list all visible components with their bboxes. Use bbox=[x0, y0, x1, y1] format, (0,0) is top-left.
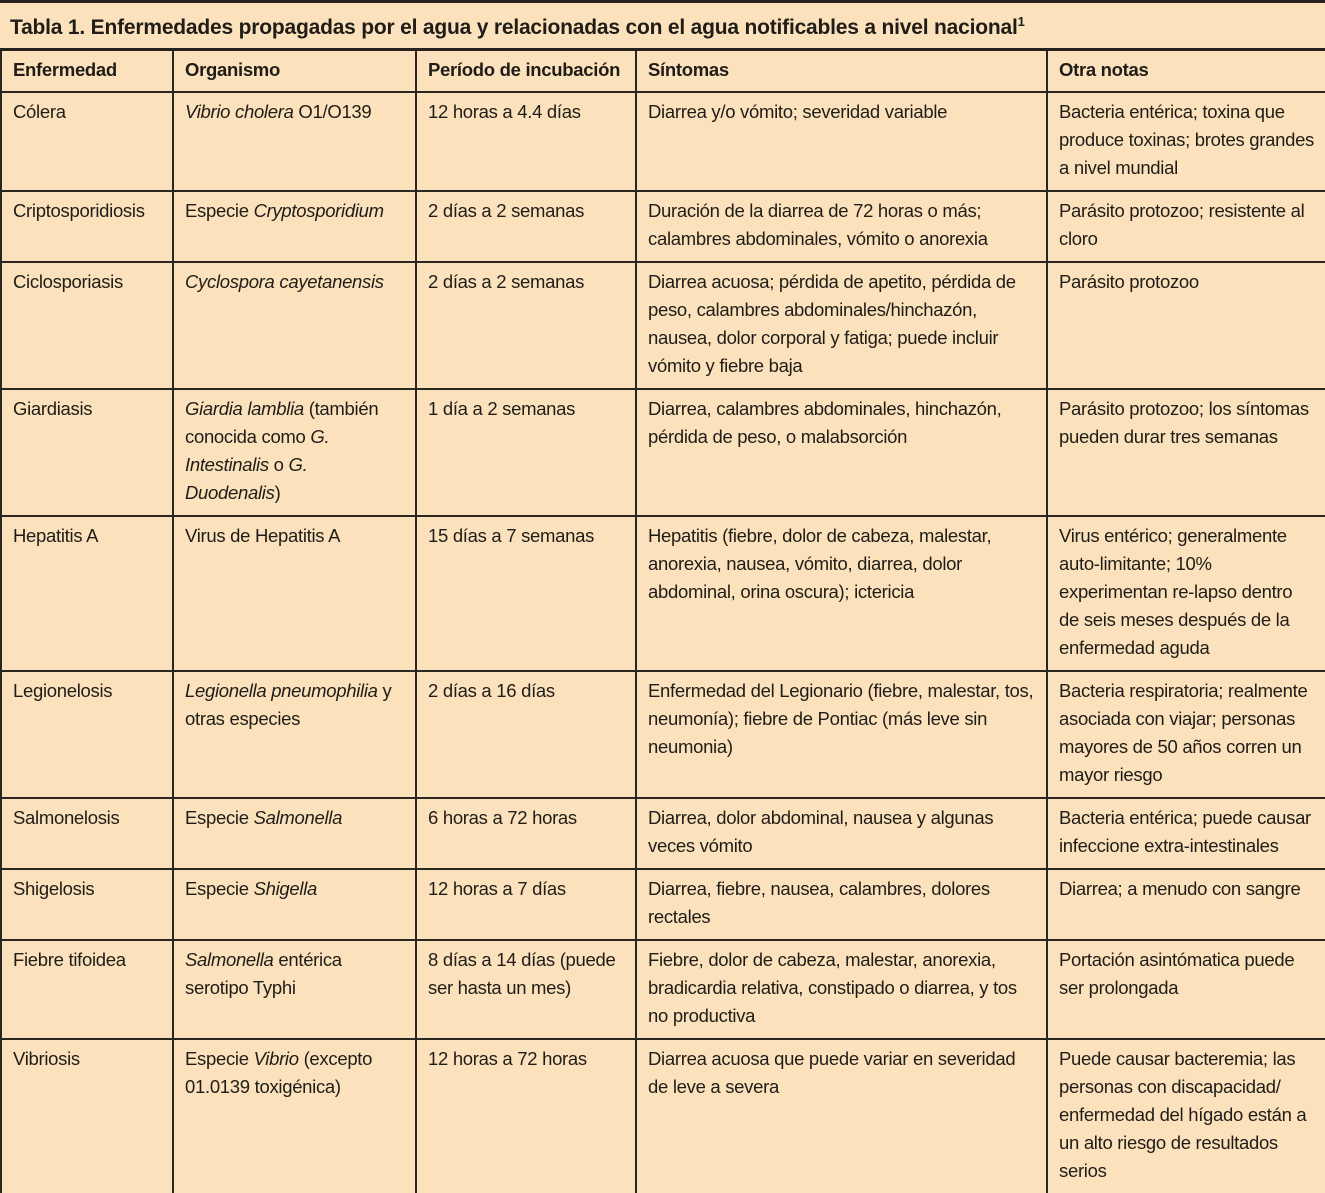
table-row bbox=[1, 262, 1325, 389]
cell-sintomas: Diarrea, fiebre, nausea, calambres, dolores rectales bbox=[636, 869, 1047, 940]
organism-scientific-name: Legionella pneumophilia bbox=[185, 680, 378, 701]
cell-otras-notas: Bacteria entérica; puede causar infeccione extra-intestinales bbox=[1047, 798, 1325, 869]
cell-otras-notas: Diarrea; a menudo con sangre bbox=[1047, 869, 1325, 940]
table-header bbox=[1, 50, 1325, 93]
cell-sintomas: Diarrea acuosa que puede variar en severidad de leve a severa bbox=[636, 1039, 1047, 1193]
cell-organismo bbox=[173, 389, 416, 516]
organism-scientific-name: Cyclospora cayetanensis bbox=[185, 271, 384, 292]
organism-text: Especie bbox=[185, 200, 254, 221]
organism-text: o bbox=[268, 454, 289, 475]
organism-scientific-name: Shigella bbox=[253, 878, 317, 899]
table-title-text: Tabla 1. Enfermedades propagadas por el agua y relacionadas con el agua notificables a nivel nacional bbox=[10, 16, 1018, 39]
table-body bbox=[1, 92, 1325, 1193]
table-row bbox=[1, 798, 1325, 869]
column-header-sintomas: Síntomas bbox=[636, 50, 1047, 93]
cell-organismo bbox=[173, 262, 416, 389]
cell-sintomas: Diarrea y/o vómito; severidad variable bbox=[636, 92, 1047, 191]
table-row bbox=[1, 1039, 1325, 1193]
cell-sintomas: Hepatitis (fiebre, dolor de cabeza, malestar, anorexia, nausea, vómito, diarrea, dolor abdominal, orina oscura); ictericia bbox=[636, 516, 1047, 671]
organism-text: (también conocida como bbox=[185, 398, 379, 447]
cell-sintomas: Diarrea acuosa; pérdida de apetito, pérdida de peso, calambres abdominales/hinchazón, nausea, dolor corporal y fatiga; puede incluir vómito y fiebre baja bbox=[636, 262, 1047, 389]
organism-text: O1/O139 bbox=[293, 101, 372, 122]
column-header-organismo: Organismo bbox=[173, 50, 416, 93]
cell-otras-notas: Puede causar bacteremia; las personas con discapacidad/ enfermedad del hígado están a un alto riesgo de resultados serios bbox=[1047, 1039, 1325, 1193]
cell-organismo bbox=[173, 869, 416, 940]
table-title bbox=[10, 10, 1317, 40]
organism-scientific-name: G. Duodenalis bbox=[185, 454, 308, 503]
organism-scientific-name: Salmonella bbox=[185, 949, 274, 970]
organism-scientific-name: Cryptosporidium bbox=[253, 200, 384, 221]
cell-incubacion: 8 días a 14 días (puede ser hasta un mes) bbox=[416, 940, 636, 1039]
cell-enfermedad: Ciclosporiasis bbox=[1, 262, 173, 389]
cell-incubacion: 12 horas a 4.4 días bbox=[416, 92, 636, 191]
cell-enfermedad: Cólera bbox=[1, 92, 173, 191]
cell-sintomas: Fiebre, dolor de cabeza, malestar, anorexia, bradicardia relativa, constipado o diarrea, y tos no productiva bbox=[636, 940, 1047, 1039]
organism-text: y otras especies bbox=[185, 680, 392, 729]
organism-text: Especie bbox=[185, 807, 254, 828]
cell-enfermedad: Shigelosis bbox=[1, 869, 173, 940]
cell-otras-notas: Bacteria respiratoria; realmente asociada con viajar; personas mayores de 50 años corren un mayor riesgo bbox=[1047, 671, 1325, 798]
cell-otras-notas: Bacteria entérica; toxina que produce toxinas; brotes grandes a nivel mundial bbox=[1047, 92, 1325, 191]
organism-text: entérica serotipo Typhi bbox=[185, 949, 342, 998]
column-header-enfermedad: Enfermedad bbox=[1, 50, 173, 93]
cell-otras-notas: Parásito protozoo; resistente al cloro bbox=[1047, 191, 1325, 262]
organism-text: (excepto 01.0139 toxigénica) bbox=[185, 1048, 373, 1097]
cell-enfermedad: Fiebre tifoidea bbox=[1, 940, 173, 1039]
top-rule bbox=[0, 0, 1325, 3]
cell-incubacion: 1 día a 2 semanas bbox=[416, 389, 636, 516]
cell-organismo bbox=[173, 92, 416, 191]
cell-enfermedad: Salmonelosis bbox=[1, 798, 173, 869]
organism-scientific-name: Giardia lamblia bbox=[185, 398, 304, 419]
cell-enfermedad: Criptosporidiosis bbox=[1, 191, 173, 262]
cell-enfermedad: Giardiasis bbox=[1, 389, 173, 516]
cell-sintomas: Enfermedad del Legionario (fiebre, malestar, tos, neumonía); fiebre de Pontiac (más leve sin neumonia) bbox=[636, 671, 1047, 798]
cell-enfermedad: Hepatitis A bbox=[1, 516, 173, 671]
cell-incubacion: 2 días a 16 días bbox=[416, 671, 636, 798]
column-header-otra-notas: Otra notas bbox=[1047, 50, 1325, 93]
cell-organismo bbox=[173, 1039, 416, 1193]
organism-text: Especie bbox=[185, 878, 254, 899]
cell-enfermedad: Legionelosis bbox=[1, 671, 173, 798]
cell-incubacion: 2 días a 2 semanas bbox=[416, 262, 636, 389]
organism-scientific-name: Vibrio bbox=[253, 1048, 299, 1069]
cell-sintomas: Diarrea, calambres abdominales, hinchazón, pérdida de peso, o malabsorción bbox=[636, 389, 1047, 516]
cell-incubacion: 12 horas a 72 horas bbox=[416, 1039, 636, 1193]
cell-organismo bbox=[173, 516, 416, 671]
table-row bbox=[1, 191, 1325, 262]
cell-incubacion: 6 horas a 72 horas bbox=[416, 798, 636, 869]
cell-organismo bbox=[173, 798, 416, 869]
cell-incubacion: 15 días a 7 semanas bbox=[416, 516, 636, 671]
table-row bbox=[1, 389, 1325, 516]
organism-text: ) bbox=[274, 482, 281, 503]
cell-incubacion: 2 días a 2 semanas bbox=[416, 191, 636, 262]
organism-text: Virus de Hepatitis A bbox=[185, 525, 341, 546]
table-row bbox=[1, 516, 1325, 671]
table-title-footnote-mark: 1 bbox=[1017, 14, 1025, 29]
column-header-periodo-de-incubacion: Período de incubación bbox=[416, 50, 636, 93]
cell-sintomas: Diarrea, dolor abdominal, nausea y algunas veces vómito bbox=[636, 798, 1047, 869]
cell-organismo bbox=[173, 940, 416, 1039]
cell-otras-notas: Virus entérico; generalmente auto-limitante; 10% experimentan re-lapso dentro de seis meses después de la enfermedad aguda bbox=[1047, 516, 1325, 671]
table-row bbox=[1, 671, 1325, 798]
cell-incubacion: 12 horas a 7 días bbox=[416, 869, 636, 940]
table-row bbox=[1, 940, 1325, 1039]
organism-text: Especie bbox=[185, 1048, 254, 1069]
organism-scientific-name: Vibrio cholera bbox=[185, 101, 294, 122]
cell-organismo bbox=[173, 671, 416, 798]
organism-scientific-name: Salmonella bbox=[253, 807, 343, 828]
disease-table bbox=[0, 48, 1325, 1193]
header-row bbox=[1, 50, 1325, 93]
cell-otras-notas: Parásito protozoo; los síntomas pueden durar tres semanas bbox=[1047, 389, 1325, 516]
organism-scientific-name: G. Intestinalis bbox=[185, 426, 330, 475]
cell-sintomas: Duración de la diarrea de 72 horas o más; calambres abdominales, vómito o anorexia bbox=[636, 191, 1047, 262]
cell-organismo bbox=[173, 191, 416, 262]
cell-enfermedad: Vibriosis bbox=[1, 1039, 173, 1193]
cell-otras-notas: Portación asintómatica puede ser prolongada bbox=[1047, 940, 1325, 1039]
table-row bbox=[1, 92, 1325, 191]
cell-otras-notas: Parásito protozoo bbox=[1047, 262, 1325, 389]
table-row bbox=[1, 869, 1325, 940]
